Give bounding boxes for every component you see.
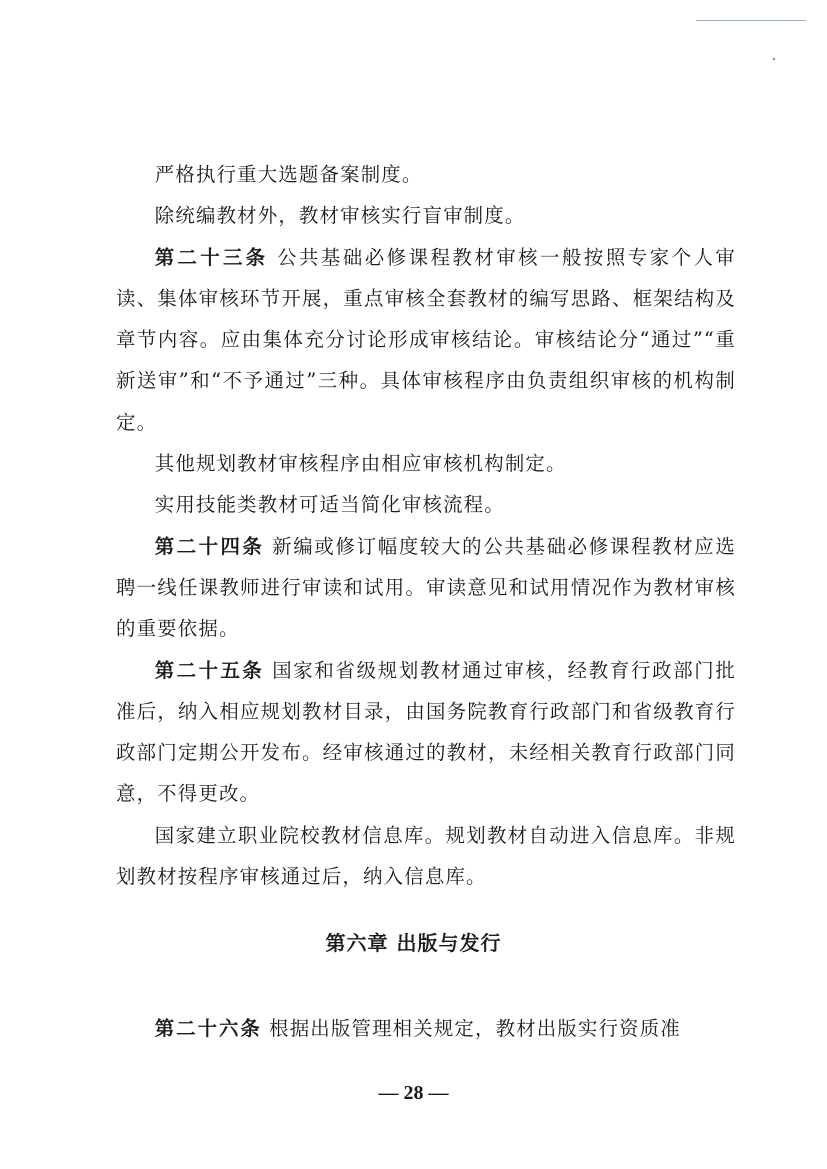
article-25-label: 第二十五条 bbox=[154, 658, 265, 682]
scan-mark-dot bbox=[773, 58, 775, 60]
paragraph-article-26: 第二十六条 根据出版管理相关规定，教材出版实行资质准 bbox=[154, 1017, 681, 1040]
paragraph-2: 除统编教材外，教材审核实行盲审制度。 bbox=[154, 204, 526, 228]
body-text-continued bbox=[116, 1008, 736, 1049]
chapter-title: 第六章 出版与发行 bbox=[325, 931, 502, 955]
paragraph-article-24: 第二十四条 新编或修订幅度较大的公共基础必修课程教材应选聘一线任课教师进行审读和试用。审读意见和试用情况作为教材审核的重要依据。 bbox=[116, 534, 737, 641]
body-text bbox=[116, 154, 736, 897]
page-number: — 28 — bbox=[378, 1082, 449, 1104]
paragraph-8: 国家建立职业院校教材信息库。规划教材自动进入信息库。非规划教材按程序审核通过后，纳入信息库。 bbox=[116, 823, 736, 889]
article-23-label: 第二十三条 bbox=[154, 245, 269, 269]
scan-mark-line bbox=[696, 20, 806, 21]
article-26-label: 第二十六条 bbox=[154, 1017, 262, 1040]
paragraph-4: 其他规划教材审核程序由相应审核机构制定。 bbox=[154, 452, 567, 476]
paragraph-1: 严格执行重大选题备案制度。 bbox=[154, 163, 423, 186]
paragraph-article-23: 第二十三条 公共基础必修课程教材审核一般按照专家个人审读、集体审核环节开展，重点审核全套教材的编写思路、框架结构及章节内容。应由集体充分讨论形成审核结论。审核结论分“通过”“重新送审”和“不予通过”三种。具体审核程序由负责组织审核的机构制定。 bbox=[116, 245, 736, 434]
article-24-label: 第二十四条 bbox=[154, 534, 265, 558]
paragraph-5: 实用技能类教材可适当简化审核流程。 bbox=[154, 493, 505, 517]
paragraph-article-25: 第二十五条 国家和省级规划教材通过审核，经教育行政部门批准后，纳入相应规划教材目录，由国务院教育行政部门和省级教育行政部门定期公开发布。经审核通过的教材，未经相关教育行政部门同意，不得更改。 bbox=[116, 658, 737, 806]
